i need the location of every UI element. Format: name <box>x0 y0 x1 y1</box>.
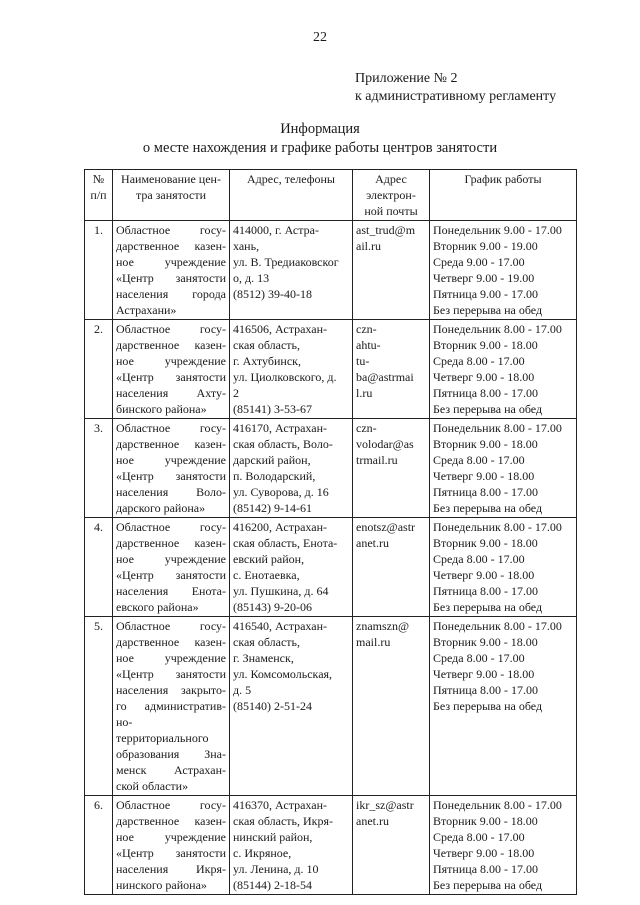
address-cell-line: хань, <box>233 239 260 253</box>
center-name-cell <box>113 221 230 320</box>
address-cell-line: ул. Циолковского, д. <box>233 370 337 384</box>
schedule-cell-line: Понедельник 8.00 - 17.00 <box>433 322 562 336</box>
address-cell-line: ул. В. Тредиаковског <box>233 255 339 269</box>
address-cell-line: 416506, Астрахан- <box>233 322 327 336</box>
center-name-cell-line: нинского района» <box>116 878 207 892</box>
title-line-2: о месте нахождения и графике работы центров занятости <box>142 140 498 156</box>
schedule-cell-line: Понедельник 8.00 - 17.00 <box>433 798 562 812</box>
employment-centers-table <box>84 169 577 895</box>
schedule-cell-line: Среда 8.00 - 17.00 <box>433 552 525 566</box>
address-cell <box>230 419 353 518</box>
header-schedule <box>430 170 577 221</box>
center-name-cell-line: бинского района» <box>116 402 207 416</box>
address-cell-line: (85141) 3-53-67 <box>233 402 312 416</box>
center-name-cell-line: ное учреждение <box>116 552 226 566</box>
schedule-cell-line: Понедельник 8.00 - 17.00 <box>433 520 562 534</box>
header-address <box>230 170 353 221</box>
header-text-line: ной почты <box>364 204 418 218</box>
center-name-cell-line: «Центр занятости <box>116 469 226 483</box>
email-cell <box>353 320 430 419</box>
center-name-cell-line: Областное госу- <box>116 421 226 435</box>
center-name-cell-line: Областное госу- <box>116 798 226 812</box>
address-cell-line: ская область, Воло- <box>233 437 333 451</box>
center-name-cell-line: населения закрыто- <box>116 683 226 697</box>
email-cell-line: mail.ru <box>356 635 391 649</box>
schedule-cell-line: Понедельник 9.00 - 17.00 <box>433 223 562 237</box>
center-name-cell-line: дарственное казен- <box>116 635 226 649</box>
center-name-cell-line: дарственное казен- <box>116 338 226 352</box>
address-cell-line: нинский район, <box>233 830 313 844</box>
header-text-line: Наименование цен- <box>121 172 221 186</box>
center-name-cell-line: образования Зна- <box>116 747 226 761</box>
header-text-line: Адрес, телефоны <box>246 172 335 186</box>
header-num <box>85 170 113 221</box>
row-number: 6. <box>85 796 113 895</box>
address-cell-line: ул. Суворова, д. 16 <box>233 485 329 499</box>
center-name-cell-line: «Центр занятости <box>116 846 226 860</box>
address-cell-line: 2 <box>233 386 239 400</box>
address-cell-line: г. Знаменск, <box>233 651 294 665</box>
center-name-cell-line: «Центр занятости <box>116 568 226 582</box>
email-cell <box>353 518 430 617</box>
email-cell-line: volodar@as <box>356 437 414 451</box>
schedule-cell <box>430 320 577 419</box>
table-row <box>85 617 577 796</box>
schedule-cell-line: Без перерыва на обед <box>433 878 543 892</box>
schedule-cell <box>430 617 577 796</box>
schedule-cell-line: Вторник 9.00 - 18.00 <box>433 338 538 352</box>
schedule-cell-line: Вторник 9.00 - 18.00 <box>433 536 538 550</box>
schedule-cell-line: Пятница 9.00 - 17.00 <box>433 287 539 301</box>
email-cell-line: ba@astrmai <box>356 370 414 384</box>
address-cell-line: г. Ахтубинск, <box>233 354 301 368</box>
center-name-cell-line: ской области» <box>116 779 189 793</box>
address-cell-line: 416370, Астрахан- <box>233 798 327 812</box>
address-cell <box>230 320 353 419</box>
center-name-cell-line: Областное госу- <box>116 520 226 534</box>
table-row <box>85 221 577 320</box>
address-cell-line: ул. Пушкина, д. 64 <box>233 584 329 598</box>
address-cell-line: ул. Ленина, д. 10 <box>233 862 319 876</box>
address-cell-line: п. Володарский, <box>233 469 316 483</box>
address-cell <box>230 617 353 796</box>
table-header-row <box>85 170 577 221</box>
center-name-cell-line: го административ- <box>116 699 226 713</box>
email-cell-line: czn- <box>356 421 377 435</box>
schedule-cell-line: Пятница 8.00 - 17.00 <box>433 683 539 697</box>
header-name <box>113 170 230 221</box>
address-cell-line: с. Енотаевка, <box>233 568 300 582</box>
row-number: 1. <box>85 221 113 320</box>
schedule-cell-line: Понедельник 8.00 - 17.00 <box>433 421 562 435</box>
header-text-line: п/п <box>90 188 107 202</box>
header-text-line: электрон- <box>366 188 416 202</box>
schedule-cell-line: Пятница 8.00 - 17.00 <box>433 386 539 400</box>
row-number: 3. <box>85 419 113 518</box>
address-cell-line: (85140) 2-51-24 <box>233 699 312 713</box>
email-cell-line: czn- <box>356 322 377 336</box>
center-name-cell-line: ное учреждение <box>116 830 226 844</box>
address-cell-line: (8512) 39-40-18 <box>233 287 312 301</box>
center-name-cell-line: ное учреждение <box>116 255 226 269</box>
schedule-cell-line: Четверг 9.00 - 19.00 <box>433 271 535 285</box>
center-name-cell-line: населения Ахту- <box>116 386 226 400</box>
schedule-cell-line: Пятница 8.00 - 17.00 <box>433 862 539 876</box>
center-name-cell-line: «Центр занятости <box>116 370 226 384</box>
center-name-cell-line: евского района» <box>116 600 199 614</box>
address-cell <box>230 221 353 320</box>
schedule-cell-line: Без перерыва на обед <box>433 303 543 317</box>
header-text-line: № <box>92 172 105 186</box>
schedule-cell-line: Вторник 9.00 - 19.00 <box>433 239 538 253</box>
email-cell-line: anet.ru <box>356 814 389 828</box>
schedule-cell-line: Без перерыва на обед <box>433 501 543 515</box>
email-cell-line: ahtu- <box>356 338 381 352</box>
address-cell-line: (85144) 2-18-54 <box>233 878 312 892</box>
schedule-cell-line: Вторник 9.00 - 18.00 <box>433 635 538 649</box>
address-cell-line: с. Икряное, <box>233 846 292 860</box>
email-cell <box>353 617 430 796</box>
address-cell-line: ская область, <box>233 338 300 352</box>
schedule-cell <box>430 796 577 895</box>
schedule-cell-line: Четверг 9.00 - 18.00 <box>433 568 535 582</box>
address-cell-line: ская область, Енота- <box>233 536 338 550</box>
schedule-cell-line: Вторник 9.00 - 18.00 <box>433 437 538 451</box>
row-number: 4. <box>85 518 113 617</box>
center-name-cell-line: Областное госу- <box>116 619 226 633</box>
schedule-cell <box>430 221 577 320</box>
appendix-line-2: к административному регламенту <box>355 89 557 104</box>
center-name-cell <box>113 796 230 895</box>
email-cell-line: ast_trud@m <box>356 223 416 237</box>
address-cell-line: ская область, Икря- <box>233 814 333 828</box>
center-name-cell-line: дарственное казен- <box>116 536 226 550</box>
center-name-cell-line: населения Воло- <box>116 485 226 499</box>
center-name-cell-line: Областное госу- <box>116 322 226 336</box>
address-cell-line: дарский район, <box>233 453 311 467</box>
table-row <box>85 320 577 419</box>
address-cell-line: (85143) 9-20-06 <box>233 600 312 614</box>
row-number: 5. <box>85 617 113 796</box>
center-name-cell-line: менск Астрахан- <box>116 763 226 777</box>
email-cell <box>353 419 430 518</box>
email-cell-line: ail.ru <box>356 239 381 253</box>
schedule-cell-line: Среда 8.00 - 17.00 <box>433 453 525 467</box>
address-cell-line: 416170, Астрахан- <box>233 421 327 435</box>
center-name-cell <box>113 518 230 617</box>
email-cell-line: znamszn@ <box>356 619 410 633</box>
address-cell-line: 414000, г. Астра- <box>233 223 319 237</box>
schedule-cell-line: Четверг 9.00 - 18.00 <box>433 667 535 681</box>
document-title <box>0 120 640 158</box>
schedule-cell-line: Четверг 9.00 - 18.00 <box>433 469 535 483</box>
address-cell-line: д. 5 <box>233 683 252 697</box>
address-cell-line: о, д. 13 <box>233 271 270 285</box>
schedule-cell-line: Без перерыва на обед <box>433 600 543 614</box>
appendix-caption <box>355 70 556 106</box>
center-name-cell-line: дарственное казен- <box>116 814 226 828</box>
center-name-cell-line: «Центр занятости <box>116 271 226 285</box>
schedule-cell-line: Без перерыва на обед <box>433 402 543 416</box>
address-cell <box>230 796 353 895</box>
email-cell <box>353 796 430 895</box>
appendix-line-1: Приложение № 2 <box>355 71 458 86</box>
address-cell-line: 416200, Астрахан- <box>233 520 327 534</box>
schedule-cell-line: Среда 8.00 - 17.00 <box>433 354 525 368</box>
page-number: 22 <box>313 30 327 45</box>
schedule-cell-line: Четверг 9.00 - 18.00 <box>433 370 535 384</box>
table-row <box>85 419 577 518</box>
address-cell-line: евский район, <box>233 552 305 566</box>
title-line-1: Информация <box>280 121 360 137</box>
header-email <box>353 170 430 221</box>
center-name-cell-line: ное учреждение <box>116 453 226 467</box>
center-name-cell-line: территориального <box>116 731 209 745</box>
address-cell-line: (85142) 9-14-61 <box>233 501 312 515</box>
email-cell-line: ikr_sz@astr <box>356 798 414 812</box>
table-row <box>85 796 577 895</box>
schedule-cell-line: Пятница 8.00 - 17.00 <box>433 485 539 499</box>
header-text-line: Адрес <box>375 172 407 186</box>
center-name-cell-line: дарственное казен- <box>116 437 226 451</box>
center-name-cell <box>113 419 230 518</box>
schedule-cell-line: Среда 8.00 - 17.00 <box>433 830 525 844</box>
center-name-cell <box>113 320 230 419</box>
center-name-cell-line: населения Енота- <box>116 584 226 598</box>
table-row <box>85 518 577 617</box>
schedule-cell-line: Без перерыва на обед <box>433 699 543 713</box>
schedule-cell-line: Пятница 8.00 - 17.00 <box>433 584 539 598</box>
schedule-cell-line: Вторник 9.00 - 18.00 <box>433 814 538 828</box>
email-cell <box>353 221 430 320</box>
address-cell <box>230 518 353 617</box>
center-name-cell-line: населения Икря- <box>116 862 226 876</box>
center-name-cell-line: но- <box>116 715 133 729</box>
email-cell-line: anet.ru <box>356 536 389 550</box>
center-name-cell-line: Астрахани» <box>116 303 177 317</box>
address-cell-line: ская область, <box>233 635 300 649</box>
schedule-cell-line: Среда 8.00 - 17.00 <box>433 651 525 665</box>
schedule-cell-line: Среда 9.00 - 17.00 <box>433 255 525 269</box>
center-name-cell-line: «Центр занятости <box>116 667 226 681</box>
row-number: 2. <box>85 320 113 419</box>
center-name-cell-line: населения города <box>116 287 226 301</box>
address-cell-line: ул. Комсомольская, <box>233 667 333 681</box>
header-text-line: тра занятости <box>135 188 207 202</box>
center-name-cell-line: Областное госу- <box>116 223 226 237</box>
center-name-cell-line: ное учреждение <box>116 354 226 368</box>
center-name-cell-line: ное учреждение <box>116 651 226 665</box>
center-name-cell-line: дарского района» <box>116 501 206 515</box>
schedule-cell <box>430 419 577 518</box>
schedule-cell-line: Четверг 9.00 - 18.00 <box>433 846 535 860</box>
table-body <box>85 221 577 895</box>
employment-centers-table-wrapper <box>84 169 576 895</box>
address-cell-line: 416540, Астрахан- <box>233 619 327 633</box>
email-cell-line: l.ru <box>356 386 373 400</box>
center-name-cell <box>113 617 230 796</box>
center-name-cell-line: дарственное казен- <box>116 239 226 253</box>
schedule-cell <box>430 518 577 617</box>
email-cell-line: trmail.ru <box>356 453 398 467</box>
schedule-cell-line: Понедельник 8.00 - 17.00 <box>433 619 562 633</box>
email-cell-line: enotsz@astr <box>356 520 416 534</box>
header-text-line: График работы <box>464 172 542 186</box>
email-cell-line: tu- <box>356 354 370 368</box>
